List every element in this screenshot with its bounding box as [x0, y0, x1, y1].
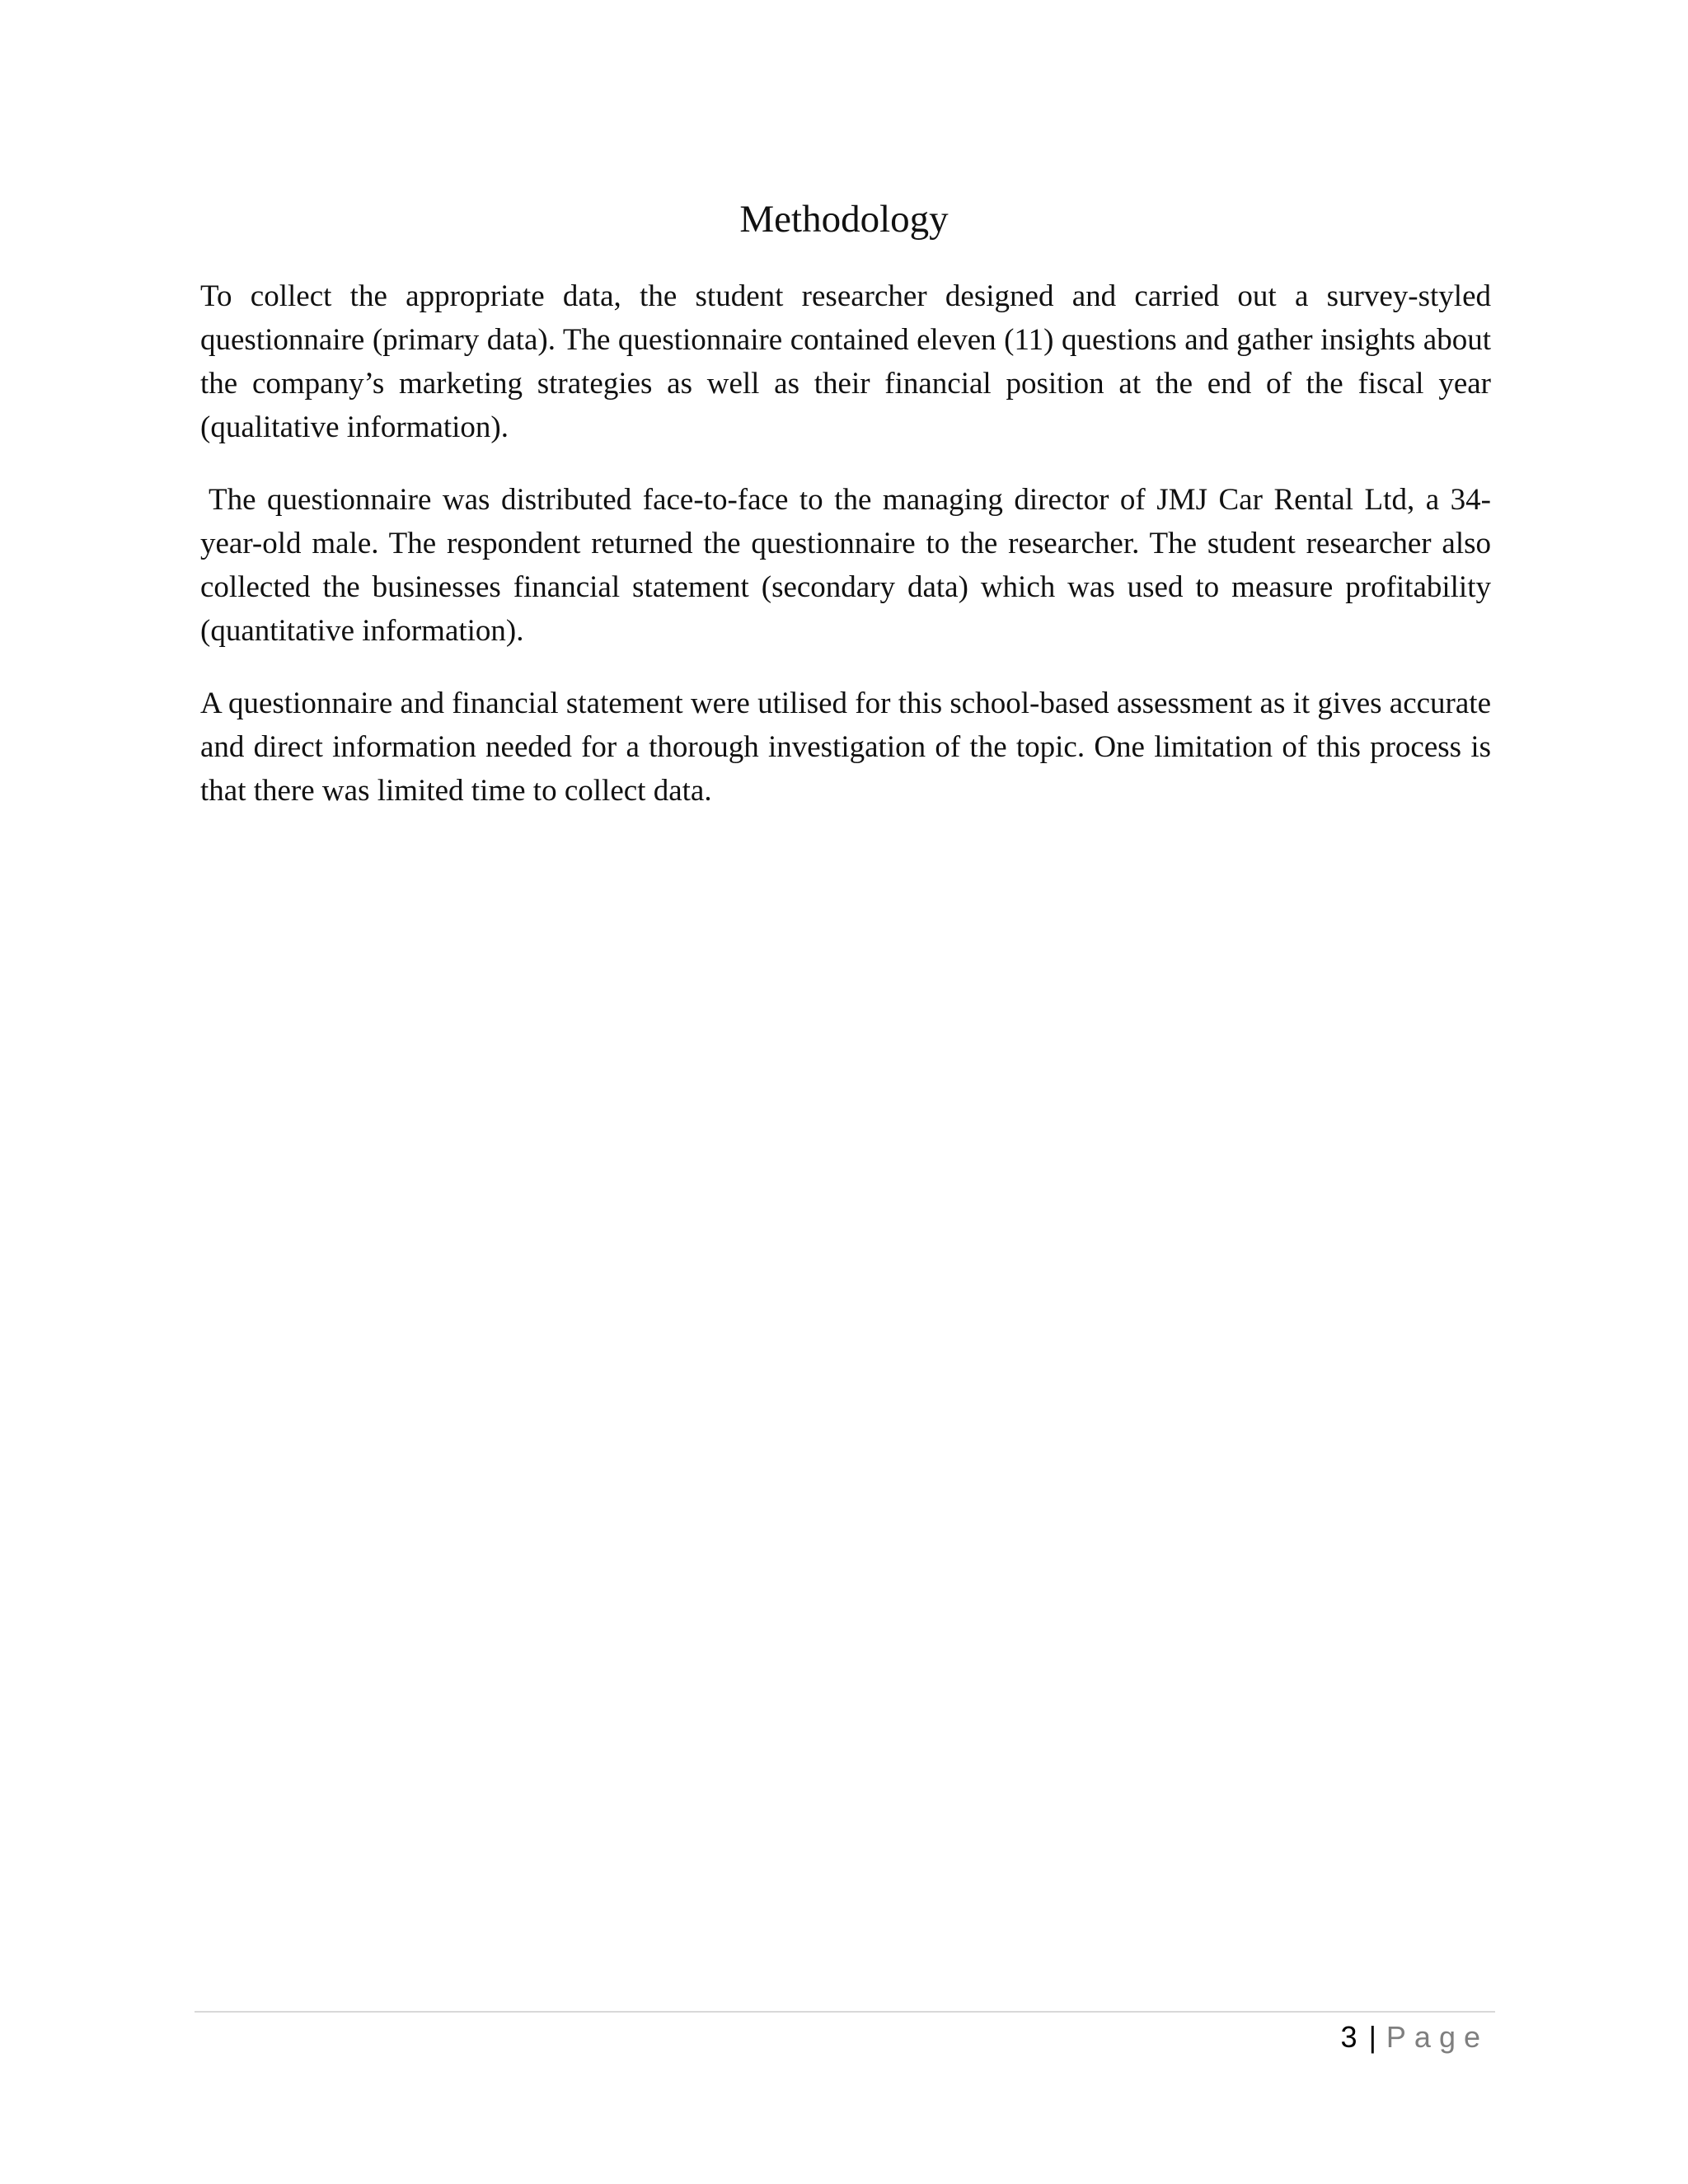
footer-separator: |: [1368, 2020, 1376, 2054]
paragraph-limitations: A questionnaire and financial statement were utilised for this school-based assessment as it gives accurate and direct information needed for a thorough investigation of the topic. One limitation of this process is that there was limited time to collect data.: [200, 687, 1491, 808]
paragraph-data-collection: To collect the appropriate data, the student researcher designed and carried out a survey-styled questionnaire (primary data). The questionnaire contained eleven (11) questions and gather insights about the company’s marketing strategies as well as their financial position at the end of the fiscal year (qualitative information).: [200, 279, 1491, 444]
page-footer: [1341, 2013, 1489, 2062]
page-label: Page: [1386, 2020, 1489, 2054]
body-text: [200, 274, 1491, 841]
footer-divider: [195, 2011, 1495, 2013]
page-title: Methodology: [739, 198, 949, 241]
page-number: 3: [1340, 2020, 1357, 2054]
paragraph-distribution: The questionnaire was distributed face-to-face to the managing director of JMJ Car Rental Ltd, a 34-year-old male. The respondent returned the questionnaire to the researcher. The student researcher also collected the businesses financial statement (secondary data) which was used to measure profitability (quantitative information).: [200, 483, 1491, 648]
